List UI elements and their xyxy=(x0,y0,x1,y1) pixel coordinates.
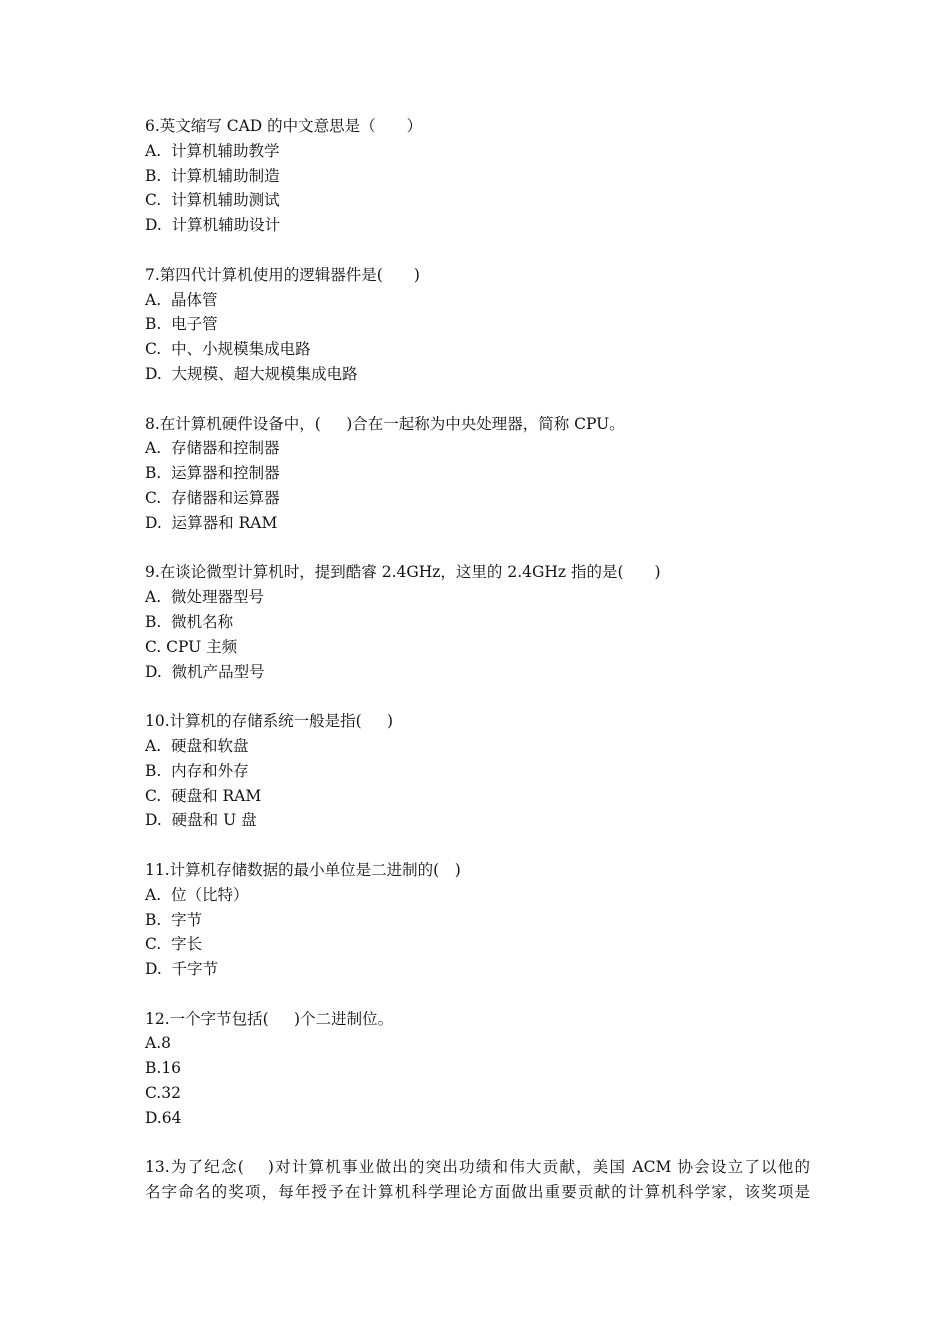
question-10 xyxy=(145,709,810,833)
option-b: B. 微机名称 xyxy=(145,612,234,631)
option-d: D. 微机产品型号 xyxy=(145,662,265,681)
option-b: B.16 xyxy=(145,1059,182,1078)
option-c: C. 存储器和运算器 xyxy=(145,488,280,507)
option-d: D. 千字节 xyxy=(145,960,219,979)
question-stem: 9.在谈论微型计算机时，提到酷睿 2.4GHz，这里的 2.4GHz 指的是( ) xyxy=(145,563,661,582)
option-b: B. 电子管 xyxy=(145,315,218,334)
option-b: B. 内存和外存 xyxy=(145,761,249,780)
option-a: A. 计算机辅助教学 xyxy=(145,141,280,160)
question-stem: 8.在计算机硬件设备中，( )合在一起称为中央处理器，简称 CPU。 xyxy=(145,414,625,433)
question-13 xyxy=(145,1155,810,1205)
option-d: D. 硬盘和 U 盘 xyxy=(145,811,257,830)
option-d: D. 大规模、超大规模集成电路 xyxy=(145,364,358,383)
option-c: C. CPU 主频 xyxy=(145,637,238,656)
question-9 xyxy=(145,560,810,684)
option-d: D.64 xyxy=(145,1108,182,1127)
question-stem-line-1: 13.为了纪念( )对计算机事业做出的突出功绩和伟大贡献，美国 ACM 协会设立了以他的 xyxy=(145,1158,810,1177)
question-stem: 10.计算机的存储系统一般是指( ) xyxy=(145,712,394,731)
question-11 xyxy=(145,858,810,982)
question-stem: 6.英文缩写 CAD 的中文意思是（ ） xyxy=(145,117,423,135)
option-a: A.8 xyxy=(145,1034,171,1053)
question-6 xyxy=(145,114,810,238)
question-7 xyxy=(145,263,810,387)
option-b: B. 字节 xyxy=(145,910,203,929)
question-stem-line-2: 名字命名的奖项，每年授予在计算机科学理论方面做出重要贡献的计算机科学家，该奖项是 xyxy=(145,1183,810,1202)
option-a: A. 位（比特） xyxy=(145,885,249,904)
option-c: C. 中、小规模集成电路 xyxy=(145,340,311,359)
question-stem: 11.计算机存储数据的最小单位是二进制的( ) xyxy=(145,860,461,879)
question-stem: 12.一个字节包括( )个二进制位。 xyxy=(145,1009,394,1028)
option-a: A. 存储器和控制器 xyxy=(145,439,280,458)
option-d: D. 运算器和 RAM xyxy=(145,513,278,532)
option-a: A. 晶体管 xyxy=(145,290,218,309)
option-c: C. 计算机辅助测试 xyxy=(145,191,280,210)
question-8 xyxy=(145,412,810,536)
option-b: B. 运算器和控制器 xyxy=(145,464,280,483)
option-c: C. 字长 xyxy=(145,935,203,954)
option-b: B. 计算机辅助制造 xyxy=(145,166,280,185)
option-c: C.32 xyxy=(145,1084,181,1103)
question-12 xyxy=(145,1007,810,1131)
option-d: D. 计算机辅助设计 xyxy=(145,216,281,235)
question-stem: 7.第四代计算机使用的逻辑器件是( ) xyxy=(145,265,420,284)
question-list xyxy=(145,114,810,1230)
option-a: A. 硬盘和软盘 xyxy=(145,736,249,755)
option-c: C. 硬盘和 RAM xyxy=(145,786,262,805)
option-a: A. 微处理器型号 xyxy=(145,588,264,607)
